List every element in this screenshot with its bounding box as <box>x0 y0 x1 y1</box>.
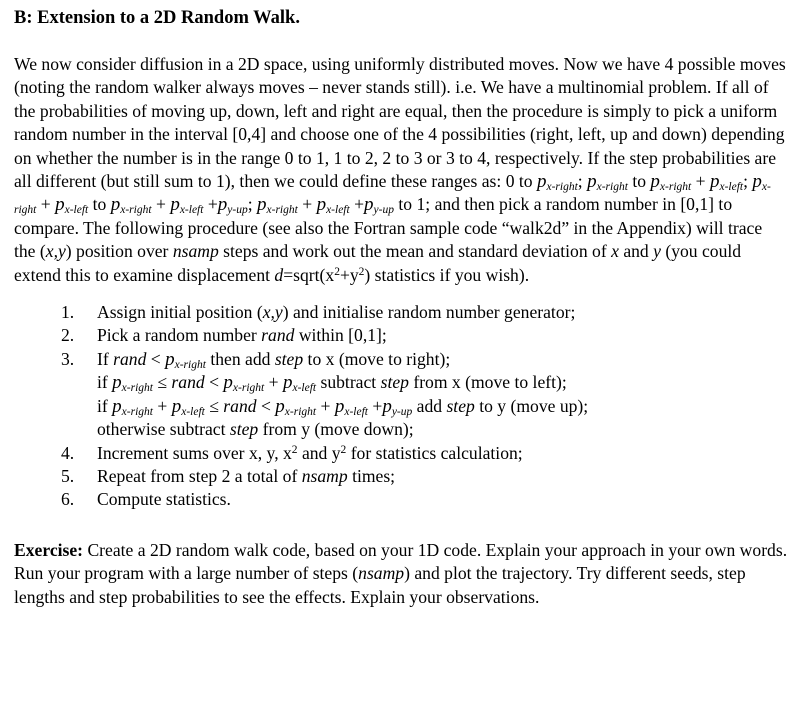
list-item: 1. Assign initial position (x,y) and initialise random number generator; <box>61 302 576 323</box>
list-item: 5. Repeat from step 2 a total of nsamp times; <box>61 465 396 486</box>
list-item: 2. Pick a random number rand within [0,1]; <box>61 325 387 346</box>
intro-paragraph: We now consider diffusion in a 2D space, using uniformly distributed moves. Now we have 4 possible moves (noting the random walker always moves – never stands still). i.e. We have a multinomial problem. If all of the probabilities of moving up, down, left and right are equal, then the procedure is simply to pick a uniform random number in the interval [0,4] and choose one of the 4 possibilities (right, left, up and down) depending on whether the number is in the range 0 to 1, 1 to 2, 2 to 3 or 3 to 4, respectively. If the step probabilities are all different (but still sum to 1), then we could define these ranges as: 0 to $p_{x-right}$; $p_{x-right}$ to $p_{x-right} + p_{x-left}$; $p_{x-right} + p_{x-left}$ to $p_{x-right} + p_{x-left} +p_{y-up}$; $p_{x-right} + p_{x-left} +p_{y-up}$ to 1; and then pick a random number in [0,1] to compare. The following procedure (see also the Fortran sample code “walk2d” in the Appendix) will trace the (x,y) position over nsamp steps and work out the mean and standard deviation of x and y (you could extend this to examine displacement $d=sqrt(x^2+y^2)$ statistics if you wish). <box>14 54 786 285</box>
procedure-list <box>14 301 788 512</box>
exercise-paragraph: Exercise: Create a 2D random walk code, based on your 1D code. Explain your approach in your own words. Run your program with a large number of steps (nsamp) and plot the trajectory. Try different seeds, step lengths and step probabilities to see the effects. Explain your observations. <box>14 539 788 607</box>
list-item: 6. Compute statistics. <box>61 489 231 510</box>
exercise-label: Exercise: <box>14 539 84 560</box>
list-item: 3. If rand < $p_{x-right}$ then add step to x (move to right); if $p_{x-right}$ ≤ rand < $p_{x-right} + p_{x-left}$ subtract step from x (move to left); if $p_{x-right} + p_{x-left}$ ≤ rand < $p_{x-right} + p_{x-left} +p_{y-up}$ add step to y (move up); otherwise subtract step from y (move down); <box>61 348 589 440</box>
section-heading: B: Extension to a 2D Random Walk. <box>14 8 300 28</box>
list-item: 4. Increment sums over x, y, $x^2$ and $y^2$ for statistics calculation; <box>61 442 523 463</box>
